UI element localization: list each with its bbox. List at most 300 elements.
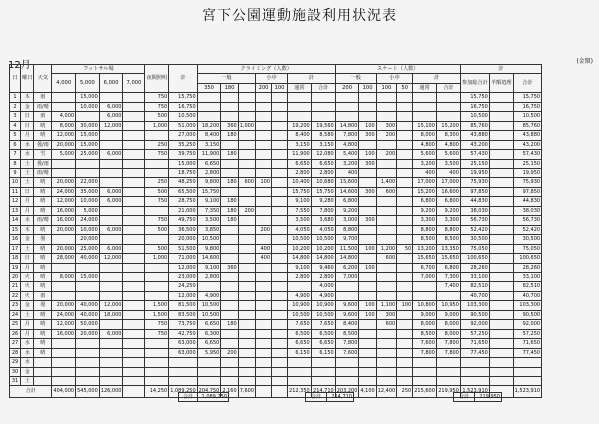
cell-weekday: 土 xyxy=(21,376,34,385)
cell-night-light: 250 xyxy=(145,178,169,187)
cell-skate-student-100 xyxy=(376,329,397,338)
cell-futsal-6000 xyxy=(99,235,123,244)
cell-night-light xyxy=(145,367,169,376)
cell-skate-general-200: 7,800 xyxy=(335,131,359,140)
cell-half-day xyxy=(489,225,513,234)
cell-climbing-sum: 2,800 xyxy=(311,168,335,177)
cell-climbing-general-other xyxy=(238,254,255,263)
cell-weekday: 水 xyxy=(21,348,34,357)
cell-half-day xyxy=(489,235,513,244)
cell-climbing-sum: 7,650 xyxy=(311,320,335,329)
cell-weather: 曇 xyxy=(34,235,52,244)
cell-skate-sum xyxy=(436,93,460,102)
cell-futsal-6000: 6,000 xyxy=(99,187,123,196)
cell-skate-student-100: 600 xyxy=(376,254,397,263)
cell-climbing-regular: 15,750 xyxy=(288,187,312,196)
cell-futsal-5000: 40,000 xyxy=(76,301,100,310)
cell-skate-general-100: 100 xyxy=(359,121,376,130)
cell-climbing-student-100 xyxy=(272,131,288,140)
cell-climbing-general-other xyxy=(238,367,255,376)
cell-futsal-6000 xyxy=(99,263,123,272)
cell-climbing-student-100 xyxy=(272,291,288,300)
cell-climbing-student-200 xyxy=(256,187,272,196)
cell-climbing-sum: 9,280 xyxy=(311,197,335,206)
cell-skate-regular: 5,600 xyxy=(413,150,437,159)
cell-climbing-general-180 xyxy=(221,376,238,385)
cell-weekday: 火 xyxy=(21,272,34,281)
cell-futsal-6000: 6,000 xyxy=(99,225,123,234)
cell-day: 11 xyxy=(10,187,21,196)
cell-climbing-general-180: 180 xyxy=(221,197,238,206)
cell-futsal-5000 xyxy=(76,159,100,168)
usage-table xyxy=(9,64,542,398)
cell-futsal-4000: 16,000 xyxy=(52,329,76,338)
cell-futsal-subtotal: 28,750 xyxy=(169,197,197,206)
cell-climbing-general-350 xyxy=(197,367,221,376)
cell-skate-student-100 xyxy=(376,348,397,357)
total-climbing-general-350: 204,750 xyxy=(197,386,221,398)
cell-skate-general-200 xyxy=(335,358,359,367)
cell-skate-general-100: 100 xyxy=(359,244,376,253)
cell-futsal-5000: 25,000 xyxy=(76,150,100,159)
cell-futsal-4000 xyxy=(52,339,76,348)
header-climbing-general-price-1: 350 xyxy=(197,83,221,92)
cell-skate-general-100: 100 xyxy=(359,150,376,159)
cell-climbing-general-180: 180 xyxy=(221,320,238,329)
cell-futsal-7000 xyxy=(123,301,145,310)
cell-climbing-student-100 xyxy=(272,263,288,272)
cell-futsal-5000: 10,000 xyxy=(76,102,100,111)
cell-climbing-student-200 xyxy=(256,93,272,102)
cell-climbing-student-200 xyxy=(256,168,272,177)
cell-skate-regular: 3,300 xyxy=(413,216,437,225)
cell-skate-sum: 7,400 xyxy=(436,282,460,291)
cell-skate-student-100: 1,100 xyxy=(376,301,397,310)
cell-futsal-5000: 20,000 xyxy=(76,329,100,338)
cell-skate-student-100 xyxy=(376,235,397,244)
cell-skate-sum: 3,300 xyxy=(436,216,460,225)
climbing-summary xyxy=(305,392,354,402)
cell-futsal-5000: 40,000 xyxy=(76,310,100,319)
cell-futsal-subtotal: 42,750 xyxy=(169,329,197,338)
cell-grand-sum: 30,500 xyxy=(513,235,541,244)
cell-climbing-general-180 xyxy=(221,329,238,338)
cell-skate-general-100 xyxy=(359,254,376,263)
cell-weather: 晴 xyxy=(34,244,52,253)
cell-night-light: 1,000 xyxy=(145,121,169,130)
cell-grand-sum: 57,250 xyxy=(513,329,541,338)
cell-futsal-6000: 18,000 xyxy=(99,310,123,319)
cell-climbing-student-200 xyxy=(256,140,272,149)
cell-climbing-general-180: 360 xyxy=(221,121,238,130)
cell-half-day xyxy=(489,320,513,329)
cell-climbing-student-200: 200 xyxy=(256,225,272,234)
cell-participation-total: 10,500 xyxy=(460,112,489,121)
table-row xyxy=(10,339,542,348)
cell-climbing-regular: 2,800 xyxy=(288,272,312,281)
cell-weather: 晴 xyxy=(34,206,52,215)
header-skate-general: 一般 xyxy=(335,74,376,83)
cell-climbing-student-200 xyxy=(256,112,272,121)
cell-skate-general-100: 300 xyxy=(359,216,376,225)
cell-weather: 晴 xyxy=(34,310,52,319)
cell-climbing-general-other xyxy=(238,159,255,168)
cell-skate-student-100 xyxy=(376,102,397,111)
cell-climbing-general-350: 4,900 xyxy=(197,291,221,300)
cell-participation-total: 52,420 xyxy=(460,225,489,234)
cell-skate-student-100 xyxy=(376,216,397,225)
cell-climbing-student-200 xyxy=(256,367,272,376)
cell-climbing-general-other xyxy=(238,187,255,196)
cell-climbing-sum: 4,050 xyxy=(311,225,335,234)
header-futsal-subtotal: 計 xyxy=(169,65,197,93)
cell-climbing-student-100 xyxy=(272,254,288,263)
cell-grand-sum: 15,750 xyxy=(513,93,541,102)
cell-climbing-general-other xyxy=(238,140,255,149)
table-body xyxy=(10,65,542,398)
cell-futsal-7000 xyxy=(123,93,145,102)
cell-skate-student-50: 100 xyxy=(397,301,413,310)
header-half-day: 半額処理 xyxy=(489,74,513,93)
cell-skate-general-200 xyxy=(335,93,359,102)
cell-futsal-subtotal: 51,500 xyxy=(169,244,197,253)
cell-futsal-5000: 20,000 xyxy=(76,235,100,244)
cell-night-light: 750 xyxy=(145,197,169,206)
cell-weather: 晴 xyxy=(34,339,52,348)
cell-climbing-general-180 xyxy=(221,367,238,376)
cell-skate-sum xyxy=(436,367,460,376)
cell-climbing-regular: 9,100 xyxy=(288,263,312,272)
cell-climbing-general-350 xyxy=(197,102,221,111)
cell-futsal-7000 xyxy=(123,121,145,130)
cell-participation-total: 33,100 xyxy=(460,272,489,281)
cell-futsal-6000 xyxy=(99,358,123,367)
cell-weekday: 土 xyxy=(21,168,34,177)
cell-futsal-subtotal: 24,250 xyxy=(169,282,197,291)
cell-futsal-4000: 12,000 xyxy=(52,131,76,140)
cell-weather: 雨/晴 xyxy=(34,102,52,111)
cell-climbing-general-350: 9,800 xyxy=(197,244,221,253)
table-row xyxy=(10,367,542,376)
cell-futsal-subtotal: 73,750 xyxy=(169,320,197,329)
cell-climbing-student-100 xyxy=(272,367,288,376)
cell-climbing-general-180 xyxy=(221,235,238,244)
cell-grand-sum: 90,500 xyxy=(513,310,541,319)
skate-summary-value: 219,950 xyxy=(475,393,502,402)
cell-skate-student-50 xyxy=(397,150,413,159)
cell-futsal-subtotal: 49,750 xyxy=(169,216,197,225)
cell-futsal-4000 xyxy=(52,159,76,168)
cell-climbing-general-other xyxy=(238,376,255,385)
header-futsal-price-1: 4,000 xyxy=(52,74,76,93)
cell-grand-sum: 82,510 xyxy=(513,282,541,291)
cell-night-light: 500 xyxy=(145,112,169,121)
cell-participation-total: 16,750 xyxy=(460,102,489,111)
cell-futsal-7000 xyxy=(123,272,145,281)
cell-participation-total: 56,730 xyxy=(460,216,489,225)
cell-participation-total: 43,200 xyxy=(460,140,489,149)
cell-climbing-general-180: 180 xyxy=(221,216,238,225)
cell-day: 22 xyxy=(10,291,21,300)
cell-skate-regular: 6,800 xyxy=(413,197,437,206)
cell-day: 27 xyxy=(10,339,21,348)
table-row xyxy=(10,121,542,130)
table-row xyxy=(10,244,542,253)
cell-weekday: 水 xyxy=(21,140,34,149)
header-skate-total: 計 xyxy=(413,74,461,83)
cell-weather: 晴 xyxy=(34,254,52,263)
cell-futsal-subtotal: 83,500 xyxy=(169,310,197,319)
cell-climbing-general-180 xyxy=(221,301,238,310)
cell-skate-regular: 15,100 xyxy=(413,121,437,130)
table-row xyxy=(10,168,542,177)
cell-climbing-student-200 xyxy=(256,348,272,357)
table-row xyxy=(10,216,542,225)
cell-skate-general-200: 8,500 xyxy=(335,329,359,338)
cell-climbing-regular: 10,200 xyxy=(288,244,312,253)
cell-climbing-regular: 6,650 xyxy=(288,159,312,168)
cell-skate-student-100 xyxy=(376,112,397,121)
cell-weekday: 水 xyxy=(21,150,34,159)
cell-weekday: 日 xyxy=(21,254,34,263)
cell-skate-regular: 8,800 xyxy=(413,225,437,234)
cell-participation-total xyxy=(460,367,489,376)
cell-skate-general-100 xyxy=(359,320,376,329)
cell-skate-general-100 xyxy=(359,291,376,300)
table-row xyxy=(10,348,542,357)
cell-climbing-regular: 19,200 xyxy=(288,121,312,130)
cell-futsal-subtotal: 18,750 xyxy=(169,168,197,177)
cell-futsal-4000 xyxy=(52,168,76,177)
cell-futsal-5000 xyxy=(76,168,100,177)
cell-day: 14 xyxy=(10,216,21,225)
header-weekday: 曜日 xyxy=(21,65,34,93)
cell-skate-student-100 xyxy=(376,159,397,168)
cell-night-light xyxy=(145,339,169,348)
cell-night-light xyxy=(145,131,169,140)
cell-half-day xyxy=(489,329,513,338)
cell-skate-regular xyxy=(413,358,437,367)
cell-skate-student-50 xyxy=(397,225,413,234)
cell-climbing-sum xyxy=(311,102,335,111)
cell-futsal-subtotal: 35,250 xyxy=(169,140,197,149)
cell-night-light: 750 xyxy=(145,93,169,102)
cell-climbing-student-100 xyxy=(272,376,288,385)
cell-weather xyxy=(34,376,52,385)
cell-day: 6 xyxy=(10,140,21,149)
cell-futsal-4000: 20,000 xyxy=(52,244,76,253)
header-climbing-general-price-3 xyxy=(238,83,255,92)
header-climbing-student-price-2: 100 xyxy=(272,83,288,92)
cell-climbing-sum: 10,200 xyxy=(311,244,335,253)
cell-futsal-5000: 24,000 xyxy=(76,216,100,225)
futsal-summary-value: 1,089,250 xyxy=(198,393,229,402)
cell-participation-total: 19,950 xyxy=(460,168,489,177)
cell-futsal-4000 xyxy=(52,348,76,357)
cell-climbing-general-180 xyxy=(221,272,238,281)
cell-skate-regular: 15,200 xyxy=(413,187,437,196)
cell-futsal-subtotal: 12,000 xyxy=(169,263,197,272)
cell-futsal-subtotal: 15,000 xyxy=(169,159,197,168)
cell-futsal-7000 xyxy=(123,291,145,300)
cell-skate-regular: 8,500 xyxy=(413,235,437,244)
cell-climbing-general-350: 6,300 xyxy=(197,329,221,338)
header-climbing-general-price-2: 180 xyxy=(221,83,238,92)
cell-futsal-subtotal: 65,500 xyxy=(169,187,197,196)
cell-skate-general-200: 7,000 xyxy=(335,272,359,281)
cell-futsal-subtotal: 81,500 xyxy=(169,301,197,310)
cell-skate-student-100 xyxy=(376,282,397,291)
cell-climbing-general-180 xyxy=(221,102,238,111)
cell-half-day xyxy=(489,112,513,121)
cell-futsal-subtotal xyxy=(169,358,197,367)
cell-futsal-6000: 12,000 xyxy=(99,121,123,130)
cell-skate-student-100 xyxy=(376,291,397,300)
cell-day: 16 xyxy=(10,235,21,244)
cell-futsal-4000: 12,000 xyxy=(52,320,76,329)
cell-skate-general-100 xyxy=(359,140,376,149)
cell-participation-total: 100,650 xyxy=(460,254,489,263)
cell-climbing-general-350: 5,950 xyxy=(197,348,221,357)
cell-climbing-general-other: 200 xyxy=(238,206,255,215)
cell-skate-sum: 400 xyxy=(436,168,460,177)
cell-futsal-5000: 5,000 xyxy=(76,206,100,215)
total-night-light: 14,250 xyxy=(145,386,169,398)
cell-climbing-student-200 xyxy=(256,320,272,329)
cell-skate-student-50 xyxy=(397,254,413,263)
cell-day: 25 xyxy=(10,320,21,329)
total-skate-sum: 219,950 xyxy=(436,386,460,398)
cell-futsal-6000: 6,000 xyxy=(99,329,123,338)
cell-skate-sum: 10,950 xyxy=(436,301,460,310)
cell-skate-general-100 xyxy=(359,168,376,177)
cell-climbing-general-other: 1,000 xyxy=(239,122,255,129)
cell-weather: 晴 xyxy=(34,329,52,338)
cell-skate-sum: 16,600 xyxy=(436,187,460,196)
cell-climbing-student-100 xyxy=(272,329,288,338)
cell-grand-sum: 75,930 xyxy=(513,178,541,187)
cell-climbing-sum: 4,000 xyxy=(311,282,335,291)
cell-skate-student-50 xyxy=(397,187,413,196)
cell-climbing-regular xyxy=(288,376,312,385)
cell-climbing-student-200 xyxy=(256,310,272,319)
cell-climbing-student-200 xyxy=(256,121,272,130)
cell-futsal-7000 xyxy=(123,178,145,187)
cell-skate-sum xyxy=(436,291,460,300)
cell-climbing-general-350 xyxy=(197,358,221,367)
cell-climbing-general-350: 6,650 xyxy=(197,320,221,329)
cell-skate-regular xyxy=(413,367,437,376)
document-title: 宮下公園運動施設利用状況表 xyxy=(202,8,397,24)
cell-skate-sum: 9,000 xyxy=(436,310,460,319)
cell-skate-general-100 xyxy=(359,225,376,234)
cell-climbing-student-200: 400 xyxy=(256,244,272,253)
cell-climbing-general-180: 200 xyxy=(221,348,238,357)
cell-skate-student-50 xyxy=(397,140,413,149)
cell-climbing-student-200 xyxy=(256,301,272,310)
cell-weather: 雨/晴 xyxy=(34,168,52,177)
header-participation: 参加総合計 xyxy=(460,74,489,93)
header-skate-student-price-1: 100 xyxy=(376,83,397,92)
futsal-summary xyxy=(178,392,229,402)
cell-climbing-general-350: 18,200 xyxy=(197,121,221,130)
cell-skate-general-100: 100 xyxy=(359,310,376,319)
cell-skate-general-200: 9,600 xyxy=(335,310,359,319)
cell-climbing-student-200 xyxy=(256,216,272,225)
cell-weather: 曇/雨 xyxy=(34,140,52,149)
cell-half-day xyxy=(489,348,513,357)
cell-futsal-4000: 16,000 xyxy=(52,216,76,225)
cell-participation-total: 25,150 xyxy=(460,159,489,168)
cell-futsal-4000: 20,000 xyxy=(52,301,76,310)
cell-skate-general-200: 3,000 xyxy=(335,216,359,225)
cell-skate-general-200: 3,200 xyxy=(335,159,359,168)
cell-skate-general-200: 7,600 xyxy=(335,348,359,357)
cell-day: 30 xyxy=(10,367,21,376)
cell-climbing-sum xyxy=(311,376,335,385)
cell-climbing-regular: 7,650 xyxy=(288,320,312,329)
table-row xyxy=(10,310,542,319)
cell-climbing-general-other: 600 xyxy=(238,178,255,187)
cell-climbing-student-100 xyxy=(272,272,288,281)
table-row xyxy=(10,263,542,272)
cell-climbing-general-350 xyxy=(197,112,221,121)
cell-futsal-subtotal: 63,000 xyxy=(169,339,197,348)
cell-half-day xyxy=(489,121,513,130)
cell-skate-student-100 xyxy=(376,168,397,177)
cell-climbing-sum: 2,800 xyxy=(311,272,335,281)
cell-climbing-general-other xyxy=(238,329,255,338)
header-climbing: クライミング（人数） xyxy=(197,65,335,74)
cell-futsal-6000 xyxy=(99,216,123,225)
cell-day: 26 xyxy=(10,329,21,338)
cell-skate-student-50 xyxy=(397,348,413,357)
cell-grand-sum: 44,830 xyxy=(513,197,541,206)
cell-skate-student-100: 600 xyxy=(376,187,397,196)
cell-skate-student-100 xyxy=(376,358,397,367)
cell-climbing-student-200 xyxy=(256,376,272,385)
cell-skate-sum: 8,800 xyxy=(436,225,460,234)
cell-skate-general-200: 9,200 xyxy=(335,206,359,215)
cell-skate-student-50 xyxy=(397,367,413,376)
cell-futsal-subtotal: 12,000 xyxy=(169,291,197,300)
cell-climbing-general-350: 11,900 xyxy=(197,150,221,159)
cell-skate-regular: 13,200 xyxy=(413,244,437,253)
cell-climbing-general-350: 8,400 xyxy=(197,131,221,140)
header-futsal-price-2: 5,000 xyxy=(76,74,100,93)
header-climbing-general: 一般 xyxy=(197,74,255,83)
cell-skate-student-50 xyxy=(397,159,413,168)
cell-futsal-7000 xyxy=(123,112,145,121)
cell-participation-total: 75,050 xyxy=(460,244,489,253)
cell-skate-student-50 xyxy=(397,102,413,111)
cell-skate-regular: 400 xyxy=(413,168,437,177)
cell-futsal-6000: 12,000 xyxy=(99,301,123,310)
cell-participation-total: 38,030 xyxy=(460,206,489,215)
cell-weather: 晴 xyxy=(34,282,52,291)
cell-futsal-subtotal: 21,000 xyxy=(169,206,197,215)
table-row xyxy=(10,358,542,367)
cell-skate-general-200: 4,800 xyxy=(335,140,359,149)
cell-day: 17 xyxy=(10,244,21,253)
cell-futsal-subtotal: 51,000 xyxy=(169,121,197,130)
cell-weather: 雨 xyxy=(34,112,52,121)
cell-weekday: 火 xyxy=(21,291,34,300)
cell-night-light: 750 xyxy=(145,102,169,111)
cell-futsal-5000: 15,000 xyxy=(76,131,100,140)
cell-skate-sum: 15,200 xyxy=(436,121,460,130)
header-climbing-sum: 合計 xyxy=(311,83,335,92)
